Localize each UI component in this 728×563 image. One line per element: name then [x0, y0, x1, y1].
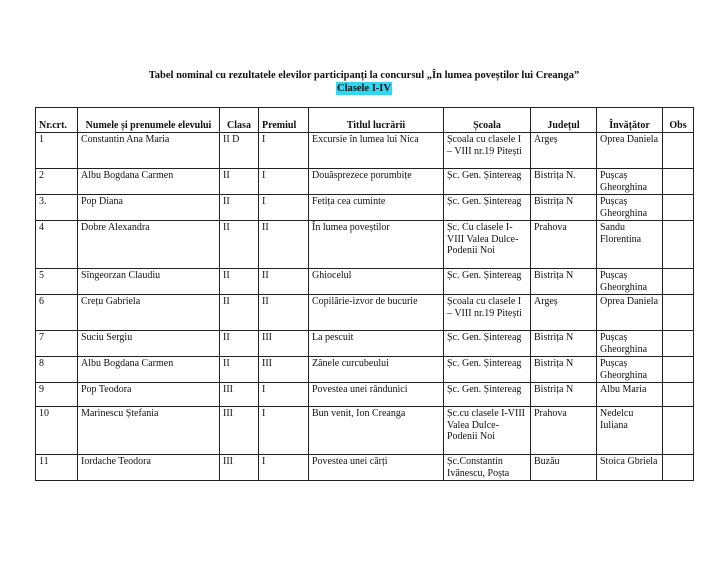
cell-premiul: I: [259, 407, 309, 455]
cell-premiul: I: [259, 455, 309, 481]
cell-titlu: Copilărie-izvor de bucurie: [309, 295, 444, 331]
cell-obs: [663, 407, 694, 455]
cell-obs: [663, 357, 694, 383]
table-row: [36, 357, 694, 383]
cell-premiul: I: [259, 383, 309, 407]
cell-premiul: III: [259, 331, 309, 357]
cell-titlu: Bun venit, Ion Creanga: [309, 407, 444, 455]
cell-nr: 7: [36, 331, 78, 357]
table-body: [36, 133, 694, 481]
table-row: [36, 195, 694, 221]
cell-judet: Bistrița N: [531, 195, 597, 221]
cell-nr: 4: [36, 221, 78, 269]
cell-invatator: Sandu Florentina: [597, 221, 663, 269]
table-header: [36, 108, 694, 133]
cell-judet: Bistrița N: [531, 269, 597, 295]
cell-judet: Prahova: [531, 221, 597, 269]
cell-nume: Marinescu Ștefania: [78, 407, 220, 455]
cell-obs: [663, 169, 694, 195]
table-row: [36, 455, 694, 481]
cell-judet: Argeș: [531, 295, 597, 331]
title-subtitle: Clasele I-IV: [337, 83, 391, 94]
cell-titlu: Zânele curcubeului: [309, 357, 444, 383]
table-row: [36, 383, 694, 407]
cell-premiul: I: [259, 169, 309, 195]
cell-premiul: I: [259, 133, 309, 169]
col-header-nume: Numele și prenumele elevului: [78, 108, 220, 133]
cell-nume: Albu Bogdana Carmen: [78, 357, 220, 383]
cell-clasa: II: [220, 331, 259, 357]
cell-nr: 5: [36, 269, 78, 295]
cell-judet: Buzău: [531, 455, 597, 481]
cell-nume: Pop Teodora: [78, 383, 220, 407]
cell-scoala: Șc. Gen. Șintereag: [444, 383, 531, 407]
col-header-obs: Obs: [663, 108, 694, 133]
cell-judet: Bistrița N: [531, 331, 597, 357]
cell-judet: Bistrița N: [531, 383, 597, 407]
cell-nr: 3.: [36, 195, 78, 221]
cell-scoala: Școala cu clasele I – VIII nr.19 Pitești: [444, 295, 531, 331]
cell-invatator: Pușcaș Gheorghina: [597, 269, 663, 295]
cell-nume: Albu Bogdana Carmen: [78, 169, 220, 195]
cell-clasa: II: [220, 195, 259, 221]
cell-invatator: Pușcaș Gheorghina: [597, 357, 663, 383]
cell-premiul: III: [259, 357, 309, 383]
cell-clasa: III: [220, 455, 259, 481]
table-row: [36, 133, 694, 169]
table-row: [36, 331, 694, 357]
cell-nr: 6: [36, 295, 78, 331]
cell-nr: 10: [36, 407, 78, 455]
cell-clasa: II D: [220, 133, 259, 169]
cell-clasa: II: [220, 269, 259, 295]
cell-clasa: II: [220, 221, 259, 269]
cell-titlu: Excursie în lumea lui Nica: [309, 133, 444, 169]
cell-scoala: Școala cu clasele I – VIII nr.19 Pitești: [444, 133, 531, 169]
cell-scoala: Șc. Cu clasele I-VIII Valea Dulce- Podenii Noi: [444, 221, 531, 269]
cell-obs: [663, 455, 694, 481]
cell-titlu: La pescuit: [309, 331, 444, 357]
cell-titlu: Povestea unei rândunici: [309, 383, 444, 407]
cell-obs: [663, 195, 694, 221]
cell-invatator: Pușcaș Gheorghina: [597, 331, 663, 357]
cell-obs: [663, 269, 694, 295]
table-row: [36, 295, 694, 331]
cell-nume: Suciu Sergiu: [78, 331, 220, 357]
cell-scoala: Șc. Gen. Șintereag: [444, 195, 531, 221]
cell-titlu: În lumea poveștilor: [309, 221, 444, 269]
cell-nume: Pop Diana: [78, 195, 220, 221]
cell-nume: Iordache Teodora: [78, 455, 220, 481]
cell-titlu: Povestea unei cărți: [309, 455, 444, 481]
cell-nr: 1: [36, 133, 78, 169]
cell-obs: [663, 295, 694, 331]
cell-scoala: Șc.cu clasele I-VIII Valea Dulce- Podenii Noi: [444, 407, 531, 455]
table-row: [36, 269, 694, 295]
cell-clasa: III: [220, 383, 259, 407]
table-row: [36, 221, 694, 269]
table-row: [36, 407, 694, 455]
cell-nr: 2: [36, 169, 78, 195]
col-header-nr: Nr.crt.: [36, 108, 78, 133]
cell-premiul: II: [259, 269, 309, 295]
cell-clasa: II: [220, 357, 259, 383]
cell-titlu: Ghiocelul: [309, 269, 444, 295]
col-header-premiul: Premiul: [259, 108, 309, 133]
cell-nr: 8: [36, 357, 78, 383]
cell-invatator: Oprea Daniela: [597, 295, 663, 331]
cell-titlu: Douăsprezece porumbițe: [309, 169, 444, 195]
cell-clasa: II: [220, 295, 259, 331]
cell-premiul: II: [259, 295, 309, 331]
cell-obs: [663, 221, 694, 269]
cell-invatator: Pușcaș Gheorghina: [597, 169, 663, 195]
cell-invatator: Nedelcu Iuliana: [597, 407, 663, 455]
cell-judet: Argeș: [531, 133, 597, 169]
cell-scoala: Șc. Gen. Șintereag: [444, 357, 531, 383]
cell-scoala: Șc. Gen. Șintereag: [444, 331, 531, 357]
document-title: [0, 69, 728, 95]
cell-premiul: I: [259, 195, 309, 221]
cell-premiul: II: [259, 221, 309, 269]
cell-obs: [663, 383, 694, 407]
header-row: [36, 108, 694, 133]
col-header-scoala: Școala: [444, 108, 531, 133]
cell-judet: Prahova: [531, 407, 597, 455]
table-row: [36, 169, 694, 195]
cell-nume: Constantin Ana Maria: [78, 133, 220, 169]
cell-invatator: Oprea Daniela: [597, 133, 663, 169]
cell-scoala: Șc.Constantin Ivănescu, Poșta: [444, 455, 531, 481]
cell-clasa: III: [220, 407, 259, 455]
cell-judet: Bistrița N.: [531, 169, 597, 195]
results-table: [35, 107, 694, 481]
cell-obs: [663, 331, 694, 357]
cell-invatator: Albu Maria: [597, 383, 663, 407]
cell-nume: Dobre Alexandra: [78, 221, 220, 269]
col-header-clasa: Clasa: [220, 108, 259, 133]
cell-judet: Bistrița N: [531, 357, 597, 383]
title-main: Tabel nominal cu rezultatele elevilor participanți la concursul „În lumea poveștilor lui Creanga”: [148, 70, 580, 81]
cell-nume: Crețu Gabriela: [78, 295, 220, 331]
cell-titlu: Fetița cea cuminte: [309, 195, 444, 221]
cell-nr: 11: [36, 455, 78, 481]
cell-nume: Sîngeorzan Claudiu: [78, 269, 220, 295]
cell-clasa: II: [220, 169, 259, 195]
cell-invatator: Pușcaș Gheorghina: [597, 195, 663, 221]
col-header-invatator: Învățător: [597, 108, 663, 133]
cell-nr: 9: [36, 383, 78, 407]
cell-invatator: Stoica Gbriela: [597, 455, 663, 481]
cell-scoala: Șc. Gen. Șintereag: [444, 269, 531, 295]
cell-obs: [663, 133, 694, 169]
col-header-judet: Județul: [531, 108, 597, 133]
col-header-titlu: Titlul lucrării: [309, 108, 444, 133]
cell-scoala: Șc. Gen. Șintereag: [444, 169, 531, 195]
